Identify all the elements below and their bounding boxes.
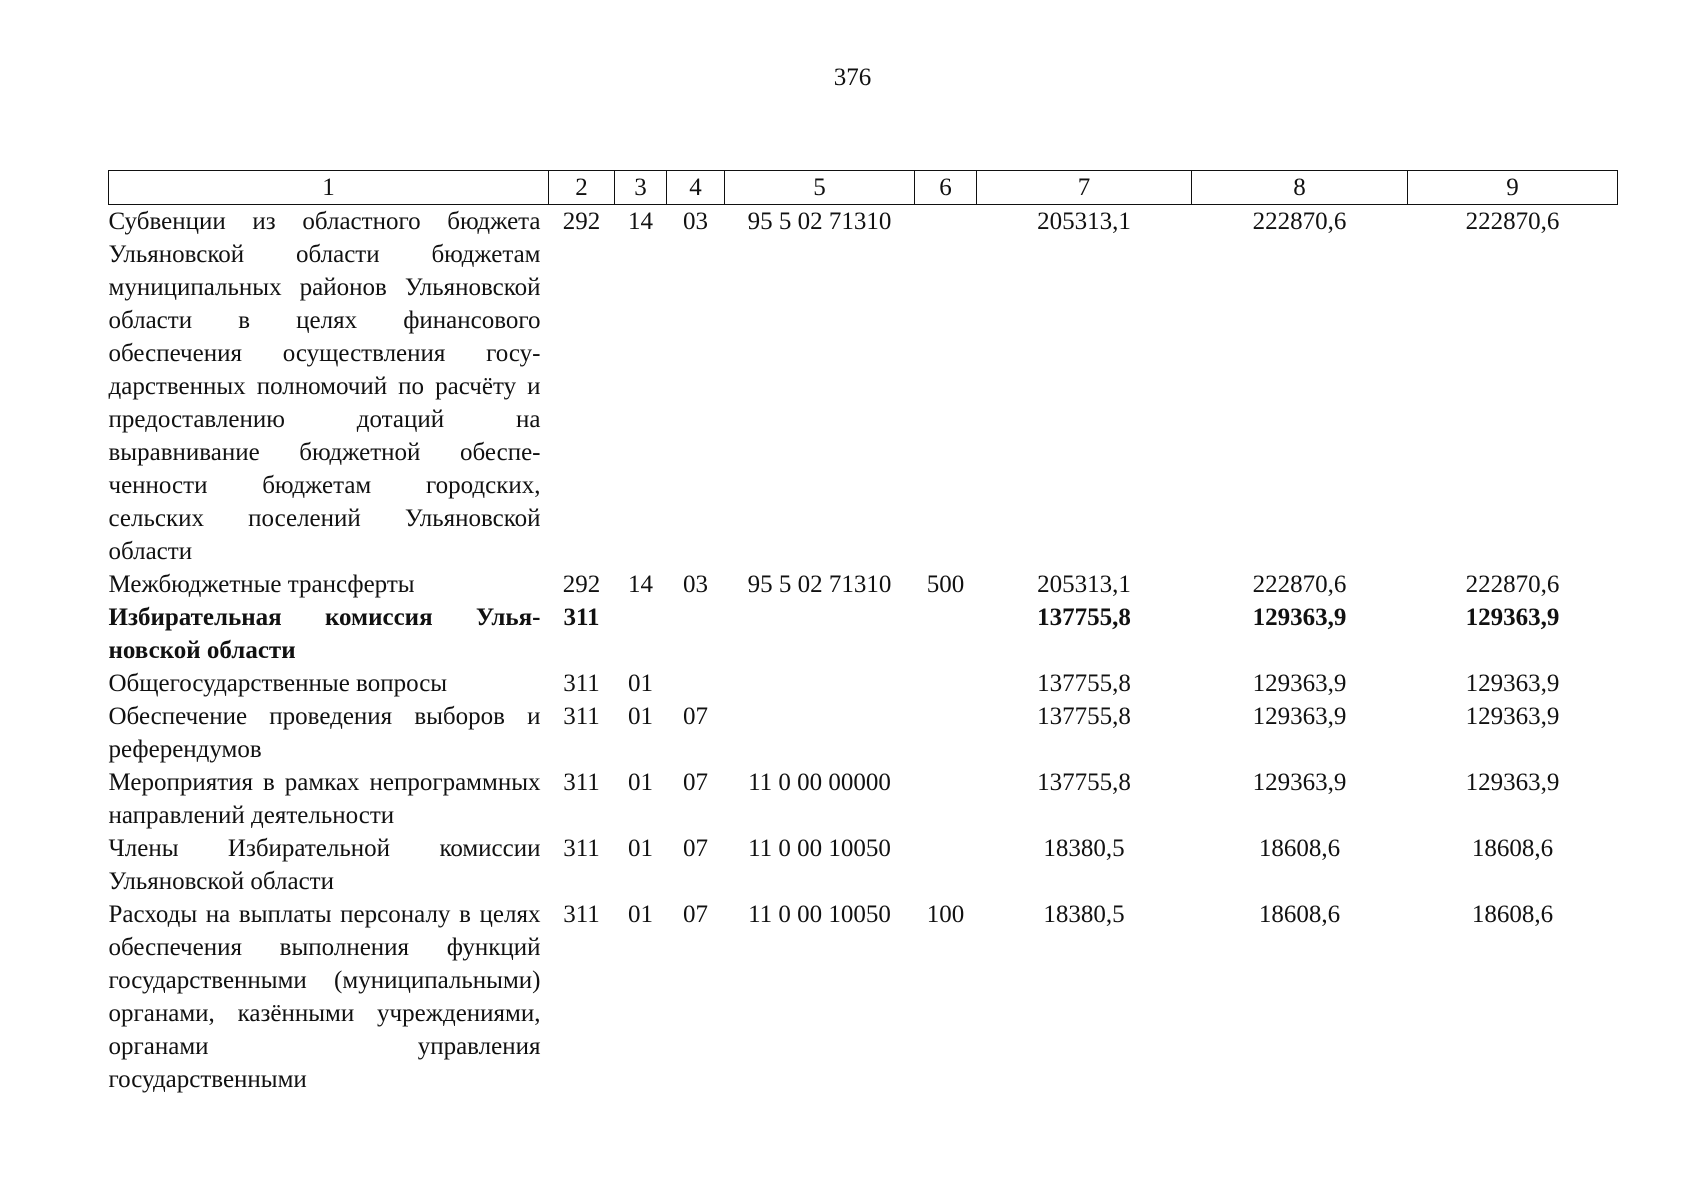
code-section: 01	[628, 901, 653, 928]
amount-year-3: 129363,9	[1465, 670, 1560, 697]
row-name: Общегосударственные вопросы	[108, 670, 448, 697]
code-subsection	[667, 667, 725, 700]
column-header: 1	[109, 171, 549, 205]
code-target-article: 95 5 02 71310	[747, 208, 892, 235]
code-target-article	[725, 700, 915, 766]
code-target-article: 11 0 00 10050	[748, 901, 891, 928]
code-expense-type	[915, 832, 977, 898]
column-header: 5	[725, 171, 915, 205]
amount-year-3: 129363,9	[1465, 769, 1560, 796]
code-subsection: 07	[683, 769, 708, 796]
table-row	[109, 832, 1618, 898]
row-name: Мероприятия в рамках непрограммных направлений деятельности	[108, 769, 541, 829]
table-row	[109, 667, 1618, 700]
code-target-article	[725, 601, 915, 667]
column-header: 6	[915, 171, 977, 205]
amount-year-3: 129363,9	[1465, 703, 1560, 730]
column-header: 3	[615, 171, 667, 205]
code-target-article: 95 5 02 71310	[747, 571, 892, 598]
column-header: 9	[1408, 171, 1618, 205]
code-section: 01	[628, 769, 653, 796]
row-name: Межбюджетные трансферты	[108, 571, 415, 598]
page-number: 376	[833, 64, 872, 91]
table-row	[109, 568, 1618, 601]
amount-year-1: 18380,5	[1043, 901, 1125, 928]
code-subsection	[667, 601, 725, 667]
row-name: Обеспечение проведения выборов и референдумов	[108, 703, 541, 763]
code-subsection: 07	[683, 835, 708, 862]
table-row	[109, 898, 1618, 1096]
amount-year-3: 222870,6	[1465, 208, 1560, 235]
amount-year-2: 129363,9	[1252, 769, 1347, 796]
row-name: Субвенции из областного бюджета Ульяновской области бюджетам муниципальных районов Ульяновской области в целях финансового обеспечения осуществления государственных полномочий по расчёту и предоставлению дотаций на выравнивание бюджетной обеспеченности бюджетам городских, сельских поселений Ульяновской области	[108, 208, 541, 565]
code-department: 311	[563, 769, 600, 796]
code-expense-type: 100	[926, 901, 965, 928]
code-subsection: 03	[683, 208, 708, 235]
code-section: 01	[628, 670, 653, 697]
amount-year-2: 129363,9	[1252, 670, 1347, 697]
amount-year-1: 137755,8	[1037, 769, 1131, 796]
code-target-article: 11 0 00 00000	[748, 769, 891, 796]
amount-year-1: 137755,8	[1037, 670, 1131, 697]
amount-year-3: 222870,6	[1465, 571, 1560, 598]
code-department: 311	[563, 670, 600, 697]
code-department: 292	[562, 208, 601, 235]
code-expense-type	[915, 601, 977, 667]
code-subsection: 07	[683, 703, 708, 730]
code-section: 01	[628, 703, 653, 730]
amount-year-2: 18608,6	[1258, 901, 1341, 928]
row-name: Избирательная комиссия Ульяновской области	[108, 604, 541, 664]
code-section: 14	[628, 208, 653, 235]
table-header	[109, 171, 1618, 205]
column-header: 7	[977, 171, 1192, 205]
code-target-article: 11 0 00 10050	[748, 835, 891, 862]
column-header: 2	[549, 171, 615, 205]
amount-year-1: 137755,8	[1037, 703, 1131, 730]
budget-table	[108, 170, 1618, 1096]
amount-year-2: 129363,9	[1252, 703, 1347, 730]
table-row	[109, 766, 1618, 832]
amount-year-2: 18608,6	[1258, 835, 1341, 862]
table-body	[109, 205, 1618, 1097]
code-subsection: 03	[683, 571, 708, 598]
code-section: 01	[628, 835, 653, 862]
code-expense-type: 500	[926, 571, 965, 598]
code-expense-type	[915, 205, 977, 569]
table-row	[109, 601, 1618, 667]
code-section: 14	[628, 571, 653, 598]
column-header: 8	[1192, 171, 1408, 205]
table-row	[109, 205, 1618, 569]
code-expense-type	[915, 667, 977, 700]
column-header: 4	[667, 171, 725, 205]
amount-year-3: 18608,6	[1471, 901, 1554, 928]
code-section	[615, 601, 667, 667]
code-expense-type	[915, 766, 977, 832]
code-department: 311	[563, 835, 600, 862]
code-department: 311	[563, 901, 600, 928]
amount-year-3: 129363,9	[1465, 604, 1560, 631]
amount-year-1: 205313,1	[1037, 571, 1131, 598]
code-department: 311	[563, 604, 600, 631]
amount-year-2: 129363,9	[1252, 604, 1347, 631]
amount-year-2: 222870,6	[1252, 208, 1347, 235]
code-expense-type	[915, 700, 977, 766]
code-department: 292	[562, 571, 601, 598]
table-row	[109, 700, 1618, 766]
code-subsection: 07	[683, 901, 708, 928]
amount-year-2: 222870,6	[1252, 571, 1347, 598]
amount-year-1: 205313,1	[1037, 208, 1131, 235]
header-row	[109, 171, 1618, 205]
amount-year-3: 18608,6	[1471, 835, 1554, 862]
code-department: 311	[563, 703, 600, 730]
code-target-article	[725, 667, 915, 700]
row-name: Расходы на выплаты персоналу в целях обеспечения выполнения функций государственными (муниципальными) органами, казёнными учреждениями, органами управления государственными	[108, 901, 541, 1093]
amount-year-1: 137755,8	[1037, 604, 1131, 631]
row-name: Члены Избирательной комиссии Ульяновской области	[108, 835, 541, 895]
amount-year-1: 18380,5	[1043, 835, 1125, 862]
